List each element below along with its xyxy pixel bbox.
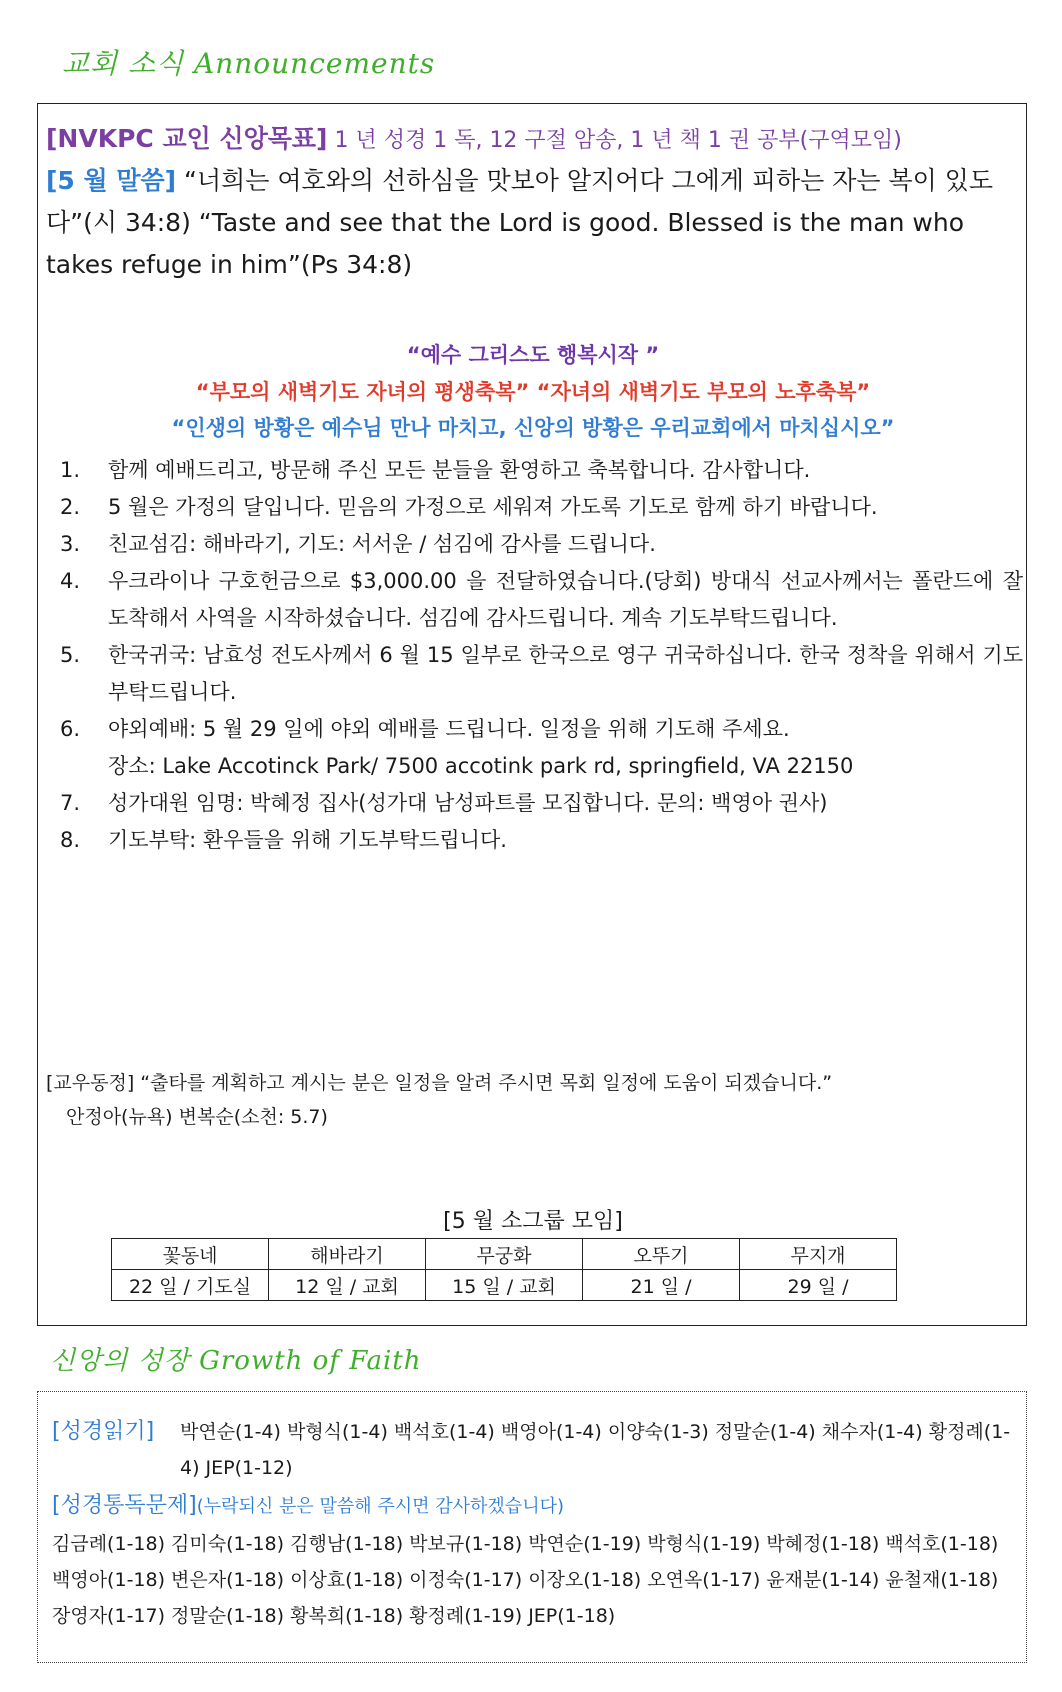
member-news <box>46 1066 1006 1134</box>
bible-reading-names: 박연순(1-4) 박형식(1-4) 백석호(1-4) 백영아(1-4) 이양숙(1-3) 정말순(1-4) 채수자(1-4) 황정례(1-4) JEP(1-12) <box>180 1421 1011 1479</box>
slogan-happiness: “예수 그리스도 행복시작 ” <box>406 343 660 367</box>
announcement-item <box>48 452 1023 489</box>
member-news-names: 안정아(뉴욕) 변복순(소천: 5.7) <box>66 1106 328 1128</box>
outdoor-service-location: 장소: Lake Accotinck Park/ 7500 accotink park rd, springfield, VA 22150 <box>108 754 854 778</box>
member-news-label: [교우동정] <box>46 1072 135 1094</box>
announcement-number: 3. <box>60 532 81 556</box>
announcement-text: 성가대원 임명: 박혜정 집사(성가대 남성파트를 모집합니다. 문의: 백영아 권사) <box>108 791 828 815</box>
announcement-text: 친교섬김: 해바라기, 기도: 서서운 / 섬김에 감사를 드립니다. <box>108 532 656 556</box>
announcement-item <box>48 711 1023 785</box>
bible-quiz-label: [성경통독문제] <box>52 1493 197 1518</box>
announcement-item <box>48 822 1023 859</box>
monthly-verse-text: “너희는 여호와의 선하심을 맛보아 알지어다 그에게 피하는 자는 복이 있도다”(시 34:8) “Taste and see that the Lord is good. Blessed is the man who takes refuge in him”(Ps 34:8) <box>46 166 994 279</box>
growth-box <box>37 1391 1027 1663</box>
group-name-cell: 오뚜기 <box>583 1239 740 1270</box>
group-schedule-cell: 22 일 / 기도실 <box>112 1270 269 1301</box>
announcement-number: 4. <box>60 569 81 593</box>
announcement-item <box>48 526 1023 563</box>
small-group-table <box>111 1238 897 1301</box>
group-name-cell: 꽃동네 <box>112 1239 269 1270</box>
announcements-title: 교회 소식 Announcements <box>62 47 436 80</box>
announcement-text: 5 월은 가정의 달입니다. 믿음의 가정으로 세워져 가도록 기도로 함께 하기 바랍니다. <box>108 495 878 519</box>
slogan-wandering: “인생의 방황은 예수님 만나 마치고, 신앙의 방황은 우리교회에서 마치십시오” <box>171 416 895 440</box>
announcement-text: 기도부탁: 환우들을 위해 기도부탁드립니다. <box>108 828 507 852</box>
announcement-text <box>108 711 1023 785</box>
announcement-number: 8. <box>60 828 81 852</box>
group-schedule-cell: 29 일 / <box>740 1270 897 1301</box>
outdoor-service-text: 야외예배: 5 월 29 일에 야외 예배를 드립니다. 일정을 위해 기도해 주세요. <box>108 717 790 741</box>
bible-reading-label: [성경읽기] <box>52 1419 155 1444</box>
table-row <box>112 1270 897 1301</box>
monthly-verse-line <box>46 160 1006 286</box>
member-news-text: “출타를 계획하고 계시는 분은 일정을 알려 주시면 목회 일정에 도움이 되겠습니다.” <box>134 1072 833 1094</box>
announcement-item <box>48 563 1023 637</box>
announcement-number: 7. <box>60 791 81 815</box>
announcement-number: 1. <box>60 458 81 482</box>
monthly-verse-label: [5 월 말씀] <box>46 166 177 195</box>
announcement-number: 6. <box>60 717 81 741</box>
group-schedule-cell: 15 일 / 교회 <box>426 1270 583 1301</box>
announcement-text: 한국귀국: 남효성 전도사께서 6 월 15 일부로 한국으로 영구 귀국하십니다. 한국 정착을 위해서 기도부탁드립니다. <box>108 643 1023 704</box>
announcement-number: 2. <box>60 495 81 519</box>
faith-goal-line <box>46 118 1006 162</box>
bible-quiz-note: (누락되신 분은 말씀해 주시면 감사하겠습니다) <box>196 1496 564 1517</box>
announcement-text: 우크라이나 구호헌금으로 $3,000.00 을 전달하였습니다.(당회) 방대식 선교사께서는 폴란드에 잘 도착해서 사역을 시작하셨습니다. 섬김에 감사드립니다. 계속 기도부탁드립니다. <box>108 569 1023 630</box>
slogan-dawn-prayer: “부모의 새벽기도 자녀의 평생축복” “자녀의 새벽기도 부모의 노후축복” <box>195 380 871 404</box>
table-row <box>112 1239 897 1270</box>
bible-quiz-header <box>52 1488 564 1525</box>
announcement-text: 함께 예배드리고, 방문해 주신 모든 분들을 환영하고 축복합니다. 감사합니다. <box>108 458 811 482</box>
announcement-item <box>48 489 1023 526</box>
announcements-box <box>37 103 1027 1326</box>
faith-goal-label: [NVKPC 교인 신앙목표] <box>46 124 328 153</box>
small-group-title: [5 월 소그룹 모임] <box>443 1209 623 1234</box>
announcement-item <box>48 785 1023 822</box>
group-name-cell: 무궁화 <box>426 1239 583 1270</box>
group-name-cell: 해바라기 <box>269 1239 426 1270</box>
group-schedule-cell: 12 일 / 교회 <box>269 1270 426 1301</box>
announcement-item <box>48 637 1023 711</box>
group-name-cell: 무지개 <box>740 1239 897 1270</box>
growth-of-faith-title: 신앙의 성장 Growth of Faith <box>50 1346 422 1376</box>
bible-reading-section <box>52 1414 1012 1486</box>
announcement-number: 5. <box>60 643 81 667</box>
bible-quiz-names: 김금례(1-18) 김미숙(1-18) 김행남(1-18) 박보규(1-18) 박연순(1-19) 박형식(1-19) 박혜정(1-18) 백석호(1-18) 백영아(1-18) 변은자(1-18) 이상효(1-18) 이정숙(1-17) 이장오(1-18) 오연옥(1-17) 윤재분(1-14) 윤철재(1-18) 장영자(1-17) 정말순(1-18) 황복희(1-18) 황정례(1-19) JEP(1-18) <box>52 1533 999 1627</box>
faith-goal-text: 1 년 성경 1 독, 12 구절 암송, 1 년 책 1 권 공부(구역모임) <box>327 128 902 153</box>
announcement-list <box>48 452 1023 859</box>
group-schedule-cell: 21 일 / <box>583 1270 740 1301</box>
